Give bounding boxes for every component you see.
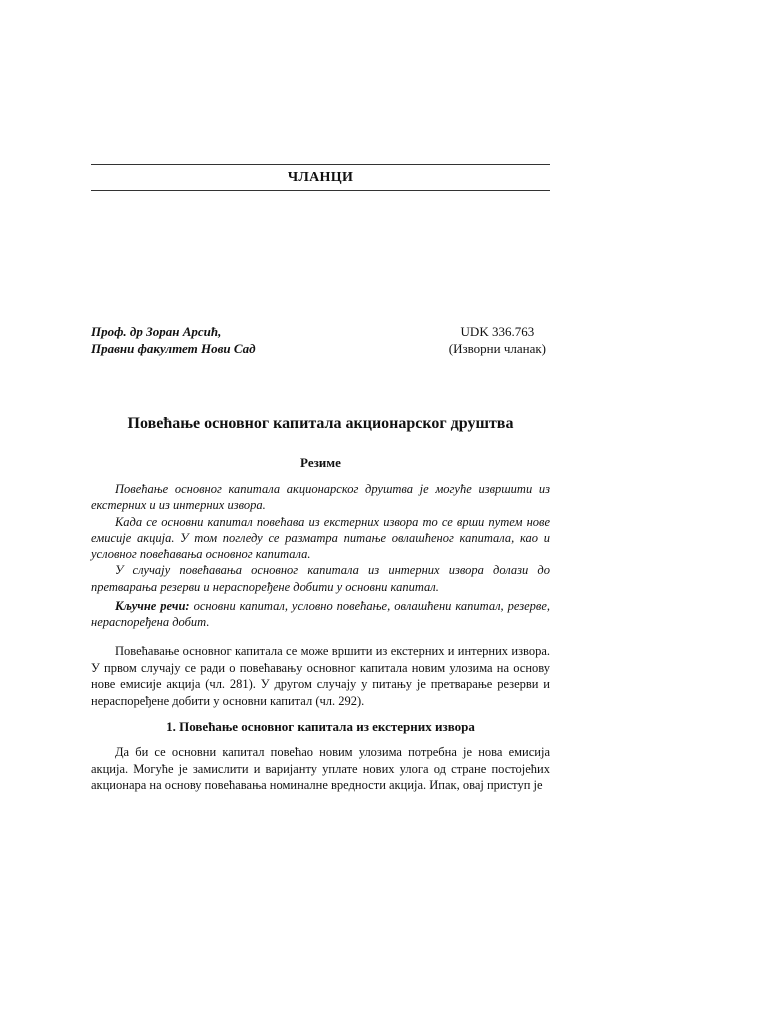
article-type: (Изворни чланак) <box>448 341 546 356</box>
abstract-paragraph: У случају повећавања основног капитала из интерних извора долази до претварања резерви и нераспоређене добити у основни капитал. <box>91 563 550 594</box>
section-header-bar <box>91 164 550 191</box>
intro-paragraph: Повећавање основног капитала се може вршити из екстерних и интерних извора. У првом случају се ради о повећавању основног капитала новим улозима на основу нове емисије акција (чл. 281). У другом случају у питању је претварање резерви и нераспоређене добити у основни капитал (чл. 292). <box>91 644 550 708</box>
keywords-text: основни капитал, условно повећање, овлашћени капитал, резерве, нераспоређена добит. <box>91 599 551 630</box>
abstract-paragraph: Повећање основног капитала акционарског друштва је могуће извршити из екстерних и из интерних извора. <box>91 482 550 513</box>
paper-title: Повећање основног капитала акционарског друштва <box>127 415 514 432</box>
keywords-label: Кључне речи: <box>115 599 190 613</box>
keywords <box>91 598 550 631</box>
author-affiliation: Правни факултет Нови Сад <box>91 341 256 356</box>
abstract-paragraph: Када се основни капитал повећава из екстерних извора то се врши путем нове емисије акција. У том погледу се разматра питање овлашћеног капитала, као и условног повећавања основног капитала. <box>91 514 550 562</box>
section-1-paragraph: Да би се основни капитал повећао новим улозима потребна је нова емисија акција. Могуће је замислити и варијанту уплате нових улога од стране постојећих акционара на основу повећавања номиналне вредности акција. Ипак, овај приступ је <box>91 745 550 793</box>
udk-code: UDK 336.763 <box>460 324 535 339</box>
section-1-heading: 1. Повећање основног капитала из екстерних извора <box>166 719 475 734</box>
author-info <box>91 323 256 357</box>
abstract <box>91 481 550 595</box>
section-title: ЧЛАНЦИ <box>287 170 354 185</box>
classification-info <box>449 323 546 357</box>
author-name: Проф. др Зоран Арсић, <box>91 324 222 339</box>
abstract-heading: Резиме <box>300 455 341 470</box>
